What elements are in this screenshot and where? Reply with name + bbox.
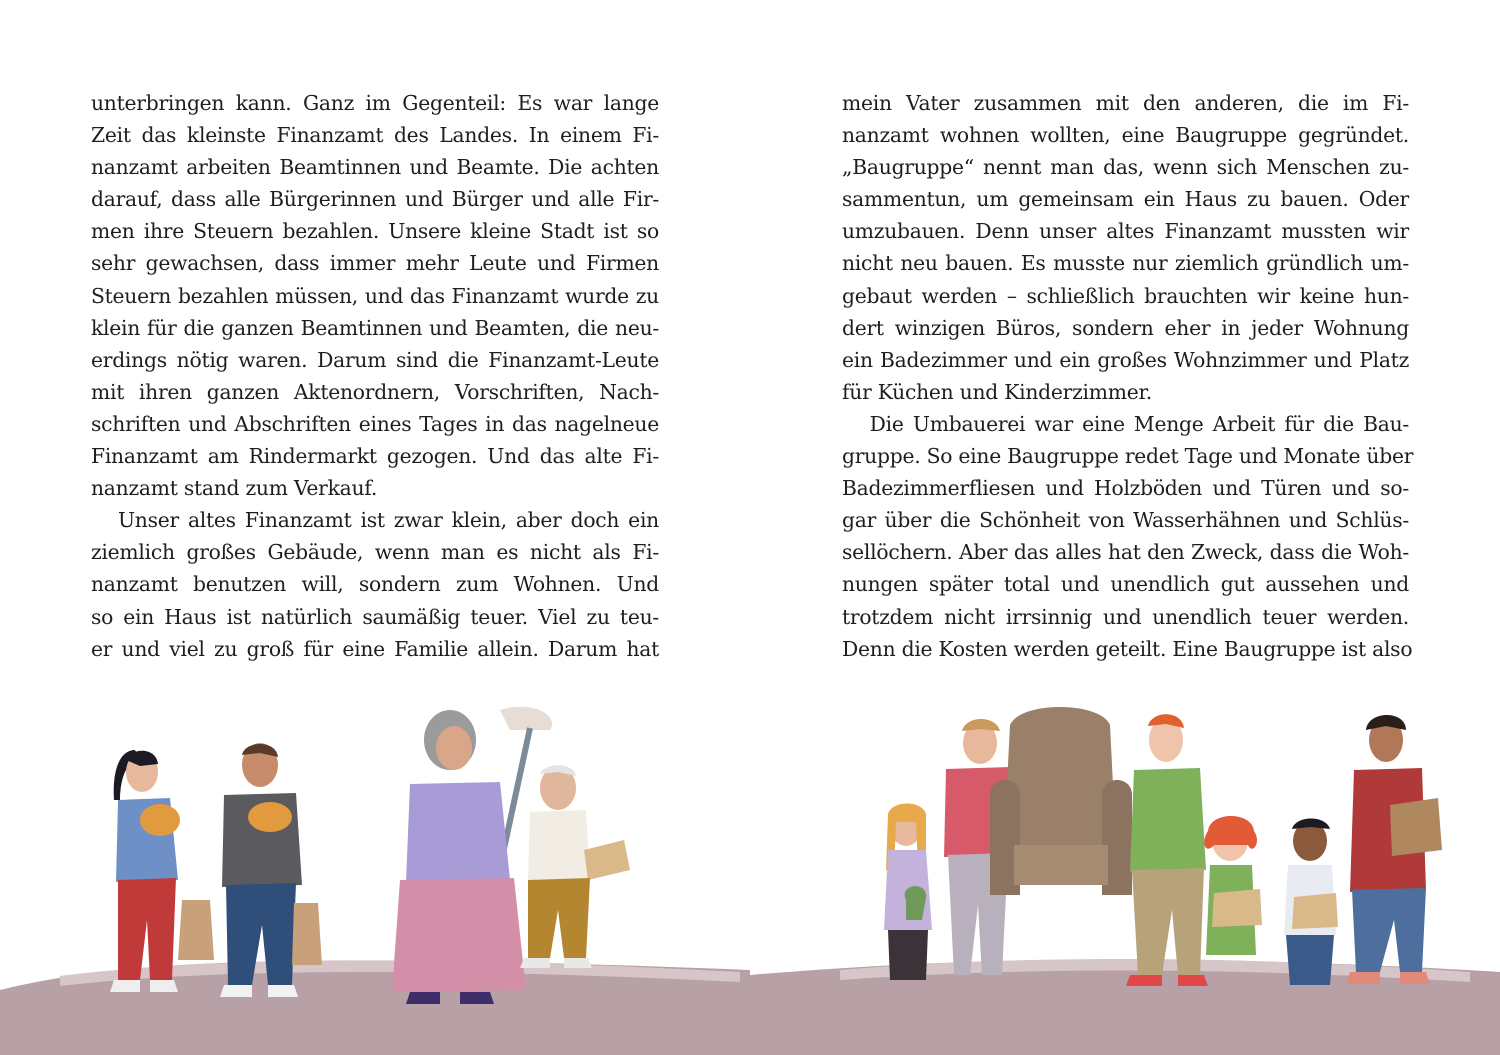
girl-with-box bbox=[1204, 816, 1262, 955]
text-line: gruppe. So eine Baugruppe redet Tage und Monate über bbox=[842, 444, 1414, 469]
tall-man-with-box bbox=[1346, 715, 1442, 984]
text-line: ein Badezimmer und ein großes Wohnzimmer und Platz bbox=[842, 347, 1409, 372]
text-line: Finanzamt am Rindermarkt gezogen. Und das alte Fi- bbox=[91, 444, 659, 469]
text-line: nanzamt benutzen will, sondern zum Wohnen. Und bbox=[91, 572, 659, 597]
text-line: men ihre Steuern bezahlen. Unsere kleine Stadt ist so bbox=[91, 219, 659, 244]
text-line: Denn die Kosten werden geteilt. Eine Baugruppe ist also bbox=[842, 636, 1413, 661]
text-line: nungen später total und unendlich gut aussehen und bbox=[842, 572, 1409, 597]
text-line: unterbringen kann. Ganz im Gegenteil: Es war lange bbox=[91, 91, 659, 115]
text-line: sellöchern. Aber das alles hat den Zweck, dass die Woh- bbox=[842, 540, 1409, 565]
text-line: nanzamt arbeiten Beamtinnen und Beamte. Die achten bbox=[91, 155, 659, 180]
text-line: darauf, dass alle Bürgerinnen und Bürger und alle Fir- bbox=[91, 187, 659, 212]
text-line: Die Umbauerei war eine Menge Arbeit für die Bau- bbox=[842, 411, 1409, 436]
right-illustration bbox=[750, 690, 1500, 1055]
text-line: umzubauen. Denn unser altes Finanzamt mussten wir bbox=[842, 219, 1409, 244]
text-line: sehr gewachsen, dass immer mehr Leute und Firmen bbox=[91, 251, 659, 276]
armchair bbox=[990, 707, 1132, 895]
left-illustration bbox=[0, 690, 750, 1055]
text-line: ziemlich großes Gebäude, wenn man es nicht als Fi- bbox=[91, 540, 659, 565]
text-line: nanzamt wohnen wollten, eine Baugruppe gegründet. bbox=[842, 123, 1409, 148]
text-line: mit ihren ganzen Aktenordnern, Vorschriften, Nach- bbox=[91, 379, 659, 404]
right-page-text bbox=[842, 87, 1414, 665]
text-line: Unser altes Finanzamt ist zwar klein, aber doch ein bbox=[91, 508, 659, 533]
text-line: „Baugruppe“ nennt man das, wenn sich Menschen zu- bbox=[842, 155, 1409, 180]
text-line: er und viel zu groß für eine Familie allein. Darum hat bbox=[91, 636, 659, 661]
text-line: gebaut werden – schließlich brauchten wir keine hun- bbox=[842, 283, 1409, 308]
boy-with-box bbox=[1284, 819, 1338, 986]
text-line: schriften und Abschriften eines Tages in das nagelneue bbox=[91, 411, 659, 436]
woman-with-baby bbox=[110, 750, 214, 992]
text-line: nanzamt stand zum Verkauf. bbox=[91, 476, 378, 501]
text-line: klein für die ganzen Beamtinnen und Beamten, die neu- bbox=[91, 315, 659, 340]
text-line: trotzdem nicht irrsinnig und unendlich teuer werden. bbox=[842, 604, 1409, 629]
right-page bbox=[750, 0, 1500, 1055]
text-line: für Küchen und Kinderzimmer. bbox=[842, 379, 1152, 404]
text-line: sammentun, um gemeinsam ein Haus zu bauen. Oder bbox=[842, 187, 1409, 212]
text-line: dert winzigen Büros, sondern eher in jeder Wohnung bbox=[842, 315, 1409, 340]
old-man-with-box bbox=[520, 765, 630, 968]
group-carrying-armchair-illustration bbox=[750, 690, 1500, 1055]
text-line: mein Vater zusammen mit den anderen, die im Fi- bbox=[842, 91, 1409, 115]
text-line: nicht neu bauen. Es musste nur ziemlich gründlich um- bbox=[842, 251, 1409, 276]
text-line: Zeit das kleinste Finanzamt des Landes. In einem Fi- bbox=[91, 123, 659, 148]
text-line: so ein Haus ist natürlich saumäßig teuer. Viel zu teu- bbox=[91, 604, 659, 629]
text-line: Badezimmerfliesen und Holzböden und Türen und so- bbox=[842, 476, 1409, 501]
girl-with-plant bbox=[884, 804, 932, 981]
family-moving-illustration bbox=[0, 690, 750, 1055]
text-line: Steuern bezahlen müssen, und das Finanzamt wurde zu bbox=[91, 283, 659, 308]
man-in-green-shirt bbox=[1126, 714, 1208, 986]
left-page-text bbox=[91, 87, 659, 665]
man-with-baby bbox=[220, 743, 322, 997]
text-line: erdings nötig waren. Darum sind die Finanzamt-Leute bbox=[91, 347, 659, 372]
text-line: gar über die Schönheit von Wasserhähnen und Schlüs- bbox=[842, 508, 1409, 533]
